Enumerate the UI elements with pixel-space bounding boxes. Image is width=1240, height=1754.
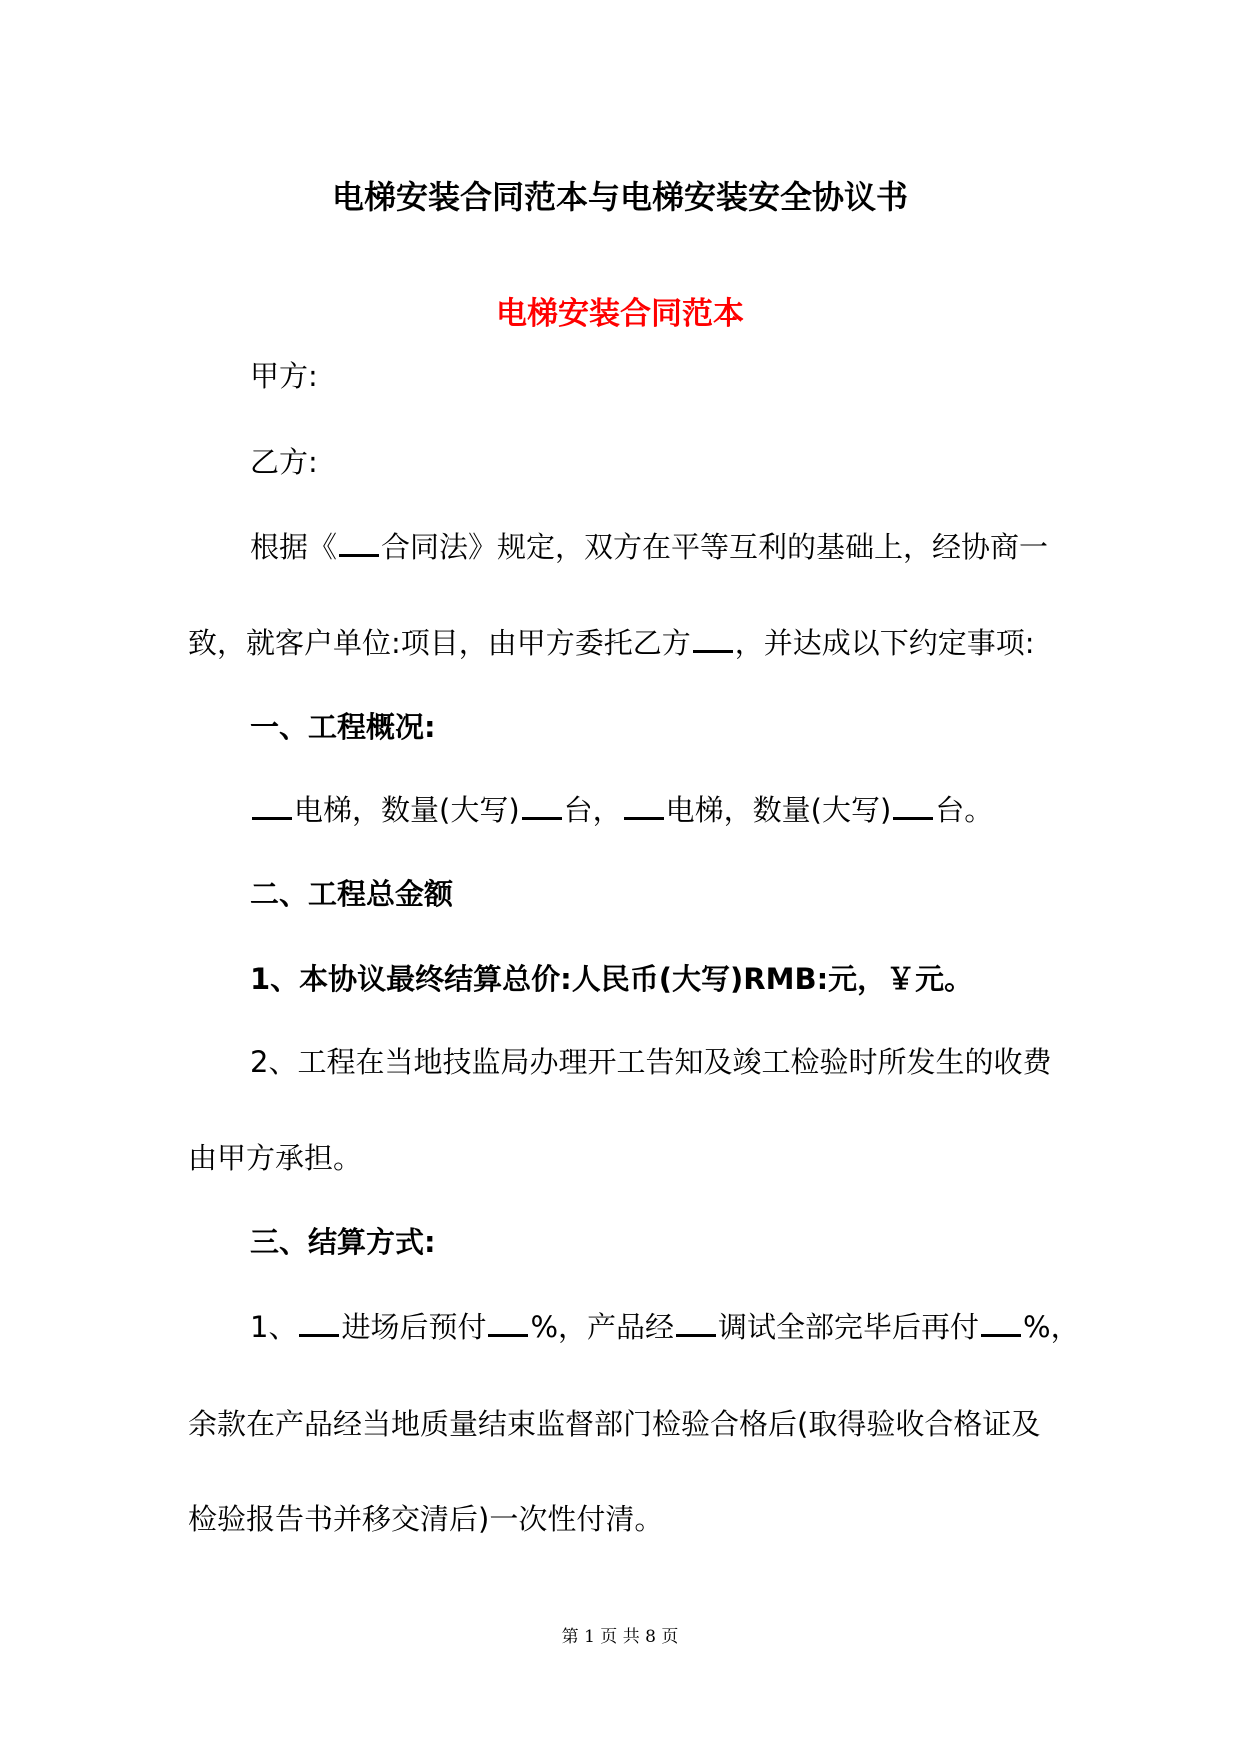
party-a-label: 甲方: (250, 359, 318, 393)
blank-line (981, 1308, 1021, 1337)
intro-line-2: 致，就客户单位:项目，由甲方委托乙方 ，并达成以下约定事项: (188, 621, 1035, 662)
blank-line (252, 791, 292, 820)
blank-line (522, 791, 562, 820)
section-2-heading: 二、工程总金额 (250, 877, 454, 911)
section-3-item-1-line-3: 检验报告书并移交清后)一次性付清。 (188, 1502, 664, 1536)
section-subtitle: 电梯安装合同范本 (496, 296, 744, 332)
blank-line (488, 1308, 528, 1337)
section-1-heading: 一、工程概况: (250, 710, 436, 744)
section-1-body: 电梯，数量(大写) 台， 电梯，数量(大写) 台。 (250, 788, 993, 829)
page-footer: 第 1 页 共 8 页 (561, 1627, 679, 1647)
blank-line (893, 791, 933, 820)
blank-line (676, 1308, 716, 1337)
blank-line (624, 791, 664, 820)
blank-line (299, 1308, 339, 1337)
party-b-label: 乙方: (250, 445, 318, 479)
section-3-item-1-line-1: 1、 进场后预付 %，产品经 调试全部完毕后再付 %， (250, 1305, 1080, 1346)
blank-line (693, 624, 733, 653)
section-2-item-2-line-2: 由甲方承担。 (188, 1141, 363, 1175)
document-title: 电梯安装合同范本与电梯安装安全协议书 (331, 178, 908, 216)
intro-line-1: 根据《 合同法》规定，双方在平等互利的基础上，经协商一 (250, 525, 1048, 566)
section-3-heading: 三、结算方式: (250, 1225, 436, 1259)
section-3-item-1-line-2: 余款在产品经当地质量结束监督部门检验合格后(取得验收合格证及 (188, 1407, 1041, 1441)
section-2-item-1: 1、本协议最终结算总价:人民币(大写)RMB:元，￥元。 (250, 962, 974, 996)
section-2-item-2-line-1: 2、工程在当地技监局办理开工告知及竣工检验时所发生的收费 (250, 1045, 1052, 1079)
blank-line (339, 528, 379, 557)
